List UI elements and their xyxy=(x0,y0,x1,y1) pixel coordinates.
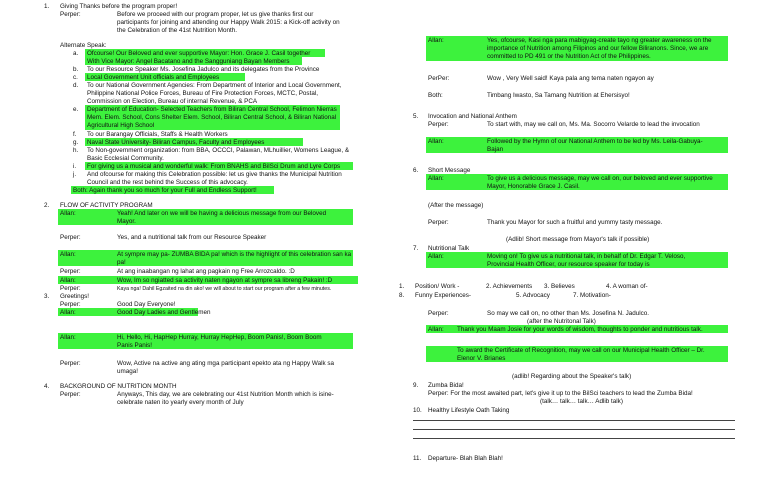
list-marker: c. xyxy=(73,74,78,81)
list-item: Commission on Election, Bureau of internal Revenue, & PCA xyxy=(87,98,258,105)
section-title: Nutritional Talk xyxy=(428,245,470,252)
list-marker: i. xyxy=(73,163,77,170)
speaker-label: Perper: xyxy=(60,11,81,18)
script-line: Thank you Maam Josie for your words of wisdom, thoughts to ponder and nutritious talk. xyxy=(457,326,703,333)
script-line: At ang inaabangan ng lahat ang pagkain ng Free Arrozcaldo. :D xyxy=(117,268,295,275)
script-line: importance of Nutrition among Filipinos and our fellow Biliranons. Since, we are xyxy=(487,45,709,52)
list-item: To our Resource Speaker Ms. Josefina Jadulco and its delegates from the Province xyxy=(87,66,320,73)
option-item: 4. A woman of- xyxy=(606,283,648,290)
speaker-label: Allan: xyxy=(60,277,76,284)
section-number: 11. xyxy=(413,455,422,462)
speaker-label: Perper: xyxy=(60,268,81,275)
section-title: Short Message xyxy=(428,167,471,174)
option-item: Position/ Work - xyxy=(415,283,460,290)
section-title: FLOW OF ACTIVITY PROGRAM xyxy=(60,202,153,209)
speaker-label: Allan: xyxy=(428,175,444,182)
script-line: Timbang Iwasto, Sa Tamang Nutrition at Ehersisyo! xyxy=(487,92,630,99)
list-item: With Vice Mayor: Angel Bacatano and the Sangguniang Bayan Members xyxy=(87,58,290,65)
list-item: Basic Ecclesial Community. xyxy=(87,155,164,162)
list-item: For giving us a musical and wonderful walk: From BNAHS and BilSci Drum and Lyre Corps xyxy=(87,163,341,170)
script-line: At sympre may pa- ZUMBA BIDA pa! which is the highlight of this celebration san ka xyxy=(117,251,352,258)
script-line: Wow , Very Well said! Kaya pala ang tema naten ngayon ay xyxy=(487,75,654,82)
section-number: 9. xyxy=(413,382,419,389)
speaker-label: Perper: xyxy=(60,234,81,241)
script-line: Mayor, Honorable Grace J. Casil. xyxy=(487,183,580,190)
script-line: So may we call on, no other than Ms. Josefina N. Jadulco. xyxy=(487,310,650,317)
script-line: Good Day Ladies and Gentlemen xyxy=(117,309,211,316)
speaker-label: Perper: xyxy=(428,310,449,317)
list-marker: b. xyxy=(73,66,79,73)
speaker-label: Perper: xyxy=(60,360,81,367)
section-title: Invocation and National Anthem xyxy=(428,113,517,120)
section-number: 2. xyxy=(44,202,50,209)
list-item: Ofcourse! Our Beloved and ever supportive Mayor: Hon. Grace J. Casil together xyxy=(87,50,311,57)
script-line: Panis Panis! xyxy=(117,342,153,349)
blank-line xyxy=(413,420,735,421)
blank-line xyxy=(413,429,735,430)
section-number: 3. xyxy=(44,293,50,300)
script-line: participants for joining and attending our Happy Walk 2015: a Kick-off activity on xyxy=(117,19,340,26)
speaker-label: Allan: xyxy=(428,138,444,145)
list-item: To our Barangay Officials, Staffs & Health Workers xyxy=(87,131,228,138)
blank-line xyxy=(413,438,735,439)
section-title: Departure- Blah Blah Blah! xyxy=(428,455,503,462)
script-line: Wow, Im so ngiatted sa activity naten ngayon at sympre sa libreng Pakain! :D xyxy=(117,277,333,284)
speaker-label: Allan: xyxy=(60,251,76,258)
option-item: 2. Achievements xyxy=(486,283,533,290)
section-title: Greetings! xyxy=(60,293,90,300)
script-line: Thank you Mayor for such a fruitful and yummy tasty message. xyxy=(487,219,663,226)
section-title: Zumba Bida! xyxy=(428,382,464,389)
script-line: Before we proceed with our program proper, let us give thanks first our xyxy=(117,11,314,18)
script-line: Kaya nga! Dahil Egzaited na din ako! we will about to start our program after a few minutes. xyxy=(117,286,332,292)
script-line: Wow, Active na active ang ating mga participant epekto ata ng Happy Walk sa xyxy=(117,360,335,367)
script-line: pa! xyxy=(117,259,126,266)
speaker-label: Allan: xyxy=(60,210,76,217)
section-title: Giving Thanks before the program proper! xyxy=(60,3,178,10)
option-item: 7. Motivation- xyxy=(573,292,611,299)
speaker-label: Perper: xyxy=(60,301,81,308)
script-line: Yeah! And later on we will be having a delicious message from our Beloved xyxy=(117,210,327,217)
stage-direction: (after the Nutritonal Talk) xyxy=(527,318,596,325)
script-line: Hi, Hello, Hi, HapHep Hurray, Hurray HepHep, Boom Panis!, Boom Boom xyxy=(117,334,322,341)
list-item: To our National Government Agencies: From Department of Interior and Local Government, xyxy=(87,82,342,89)
list-item: Agricultural High School xyxy=(87,122,155,129)
option-item: 3. Believes xyxy=(544,283,575,290)
script-line: committed to PD 491 or the Nutrition Act of the Philippines. xyxy=(487,53,651,60)
list-item: Mem. Elem. School, Cons Shelter Elem. School, Biliran Central School, & Biliran National xyxy=(87,114,337,121)
speaker-label: Perper: xyxy=(428,219,449,226)
both-line: Both: Again thank you so much for your Full and Endless Support! xyxy=(73,187,257,194)
script-line: Provincial Health Officer, our resource speaker for today is xyxy=(487,261,650,268)
speaker-label: Perper: xyxy=(60,285,81,292)
script-line: Yes, ofcourse, Kasi nga para mabigyag-create tayo ng greater awareness on the xyxy=(487,37,712,44)
speaker-label: Perper: xyxy=(428,121,449,128)
list-item: Naval State University- Biliran Campus, Faculty and Employees xyxy=(87,139,265,146)
section-title: BACKGROUND OF NUTRITION MONTH xyxy=(60,383,177,390)
script-line: Bajan xyxy=(487,146,504,153)
list-item: Philippine National Police Forces, Bureau of Fire Protection Forces, MCTC, Postal, xyxy=(87,90,318,97)
speaker-label: PerPer: xyxy=(428,75,450,82)
section-title: Healthy Lifestyle Oath Taking xyxy=(428,407,510,414)
script-line: Followed by the Hymn of our National Anthem to be led by Ms. Leila-Gabuya- xyxy=(487,138,703,145)
stage-direction: (talk… talk… talk… Adlib talk) xyxy=(540,398,623,405)
list-marker: f. xyxy=(73,131,77,138)
section-number: 10. xyxy=(413,407,422,414)
speaker-label: Allan: xyxy=(60,309,76,316)
speaker-label: Allan: xyxy=(428,253,444,260)
section-number: 1. xyxy=(44,3,50,10)
list-item: And ofcourse for making this Celebration possible: let us give thanks the Municipal Nutrition xyxy=(87,171,342,178)
list-marker: e. xyxy=(73,106,79,113)
alternate-speak-label: Alternate Speak: xyxy=(60,42,107,49)
speaker-label: Allan: xyxy=(428,326,444,333)
list-marker: d. xyxy=(73,82,79,89)
list-marker: j. xyxy=(73,171,77,178)
option-item: 5. Advocacy xyxy=(516,292,550,299)
section-number: 6. xyxy=(413,167,419,174)
script-line: Moving on! To give us a nutritional talk, in behalf of Dr. Edgar T. Veloso, xyxy=(487,253,686,260)
option-number: 8. xyxy=(399,292,405,299)
script-line: To give us a delicious message, may we call on, our beloved and ever supportive xyxy=(487,175,713,182)
option-number: 1. xyxy=(399,283,405,290)
script-line: Perper: For the most awaited part, let's give it up to the BilSci teachers to lead the Zumba Bida! xyxy=(428,390,693,397)
script-line: Yes, and a nutritional talk from our Resource Speaker xyxy=(117,234,267,241)
script-line: Mayor. xyxy=(117,218,136,225)
stage-direction: (adlib! Regarding about the Speaker's talk) xyxy=(512,373,632,380)
stage-direction: (After the message) xyxy=(428,202,484,209)
section-number: 7. xyxy=(413,245,419,252)
section-number: 5. xyxy=(413,113,419,120)
section-number: 4. xyxy=(44,383,50,390)
script-line: the Celebration of the 41st Nutrition Month. xyxy=(117,27,238,34)
script-line: Good Day Everyone! xyxy=(117,301,176,308)
speaker-label: Perper: xyxy=(60,391,81,398)
list-item: Department of Education- Selected Teachers from Biliran Central School, Felimon Nierras xyxy=(87,106,337,113)
script-line: Anyways, This day, we are celebrating our 41st Nutrition Month which is isine- xyxy=(117,391,334,398)
option-item: Funny Experiences- xyxy=(415,292,471,299)
script-line: umaga! xyxy=(117,368,139,375)
list-marker: a. xyxy=(73,50,79,57)
speaker-label: Allan: xyxy=(428,37,444,44)
script-line: celebrate naten ito yearly every month of July xyxy=(117,399,244,406)
speaker-label: Allan: xyxy=(60,334,76,341)
list-item: Local Government Unit officials and Employees xyxy=(87,74,220,81)
list-item: Council and the rest behind the Success of this advocacy. xyxy=(87,179,248,186)
list-marker: g. xyxy=(73,139,79,146)
stage-direction: (Adlib! Short message from Mayor's talk if possible) xyxy=(506,236,650,243)
script-line: To award the Certificate of Recognition, may we call on our Municipal Health Officer – Dr. xyxy=(457,347,705,354)
script-line: To start with, may we call on, Ms. Ma. Socorro Velarde to lead the invocation xyxy=(487,121,700,128)
speaker-label: Both: xyxy=(428,92,443,99)
script-line: Elenor V. Brianes xyxy=(457,355,506,362)
list-item: To Non-government organization: from BBA, OCCCI, Palawan, MLhuillier, Womens League, & xyxy=(87,147,350,154)
list-marker: h. xyxy=(73,147,79,154)
